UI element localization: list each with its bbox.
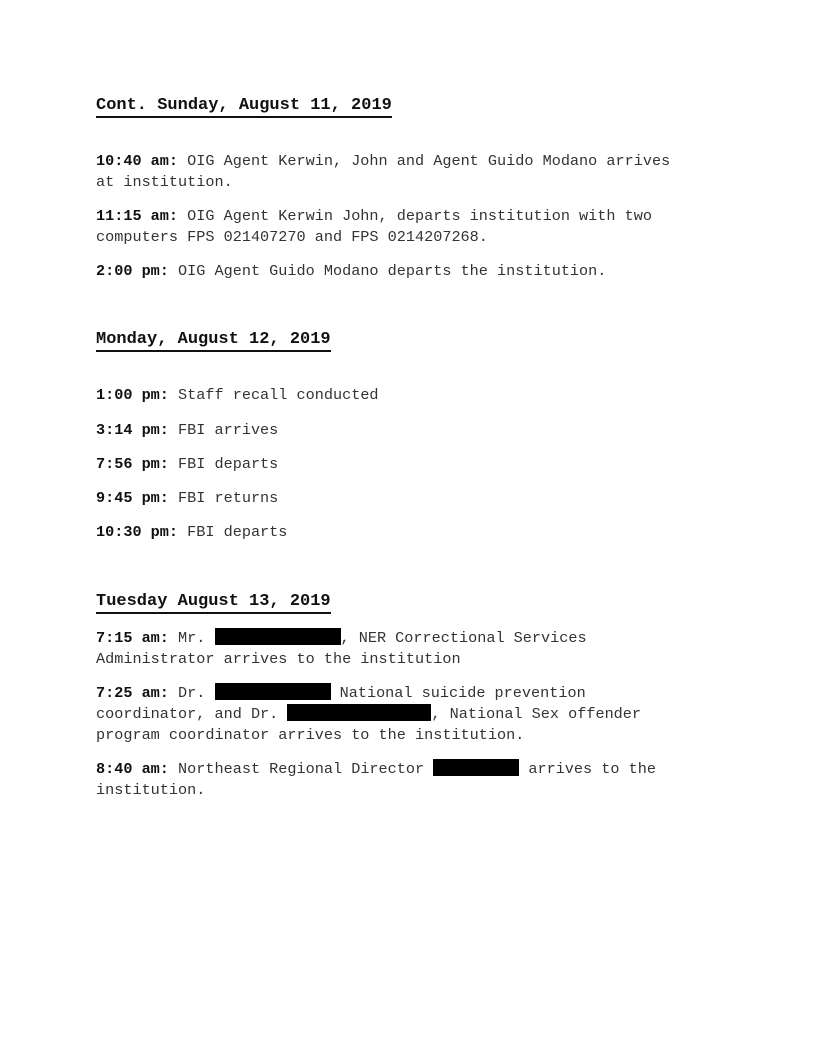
entry-text: FBI departs [168, 455, 279, 473]
entry-text: Staff recall conducted [168, 386, 379, 404]
entry-text: Northeast Regional Director [168, 760, 434, 778]
entry-time: 10:40 am: [96, 152, 179, 170]
log-entry [96, 385, 736, 406]
entry-time: 7:15 am: [96, 629, 169, 647]
log-entry [96, 683, 736, 746]
redaction-box [433, 759, 519, 776]
section-heading-tuesday: Tuesday August 13, 2019 [96, 592, 331, 614]
entry-text: Dr. [168, 684, 215, 702]
log-entry [96, 151, 736, 193]
log-entry [96, 488, 736, 509]
log-entry [96, 261, 736, 282]
entry-text: National suicide prevention [330, 684, 586, 702]
entry-time: 1:00 pm: [96, 386, 169, 404]
log-entry [96, 420, 736, 441]
entry-text: FBI arrives [168, 421, 279, 439]
entry-text-continued: computers FPS 021407270 and FPS 0214207268. [96, 228, 488, 246]
entry-time: 7:56 pm: [96, 455, 169, 473]
log-entry [96, 206, 736, 248]
entry-time: 8:40 am: [96, 760, 169, 778]
section-heading-monday: Monday, August 12, 2019 [96, 330, 331, 352]
redaction-box [215, 628, 341, 645]
redaction-box [287, 704, 431, 721]
entry-time: 10:30 pm: [96, 523, 179, 541]
entry-text: OIG Agent Kerwin John, departs institution with two [178, 207, 652, 225]
redaction-box [215, 683, 331, 700]
entry-text-continued: coordinator, and Dr. [96, 705, 288, 723]
entry-text-continued: program coordinator arrives to the institution. [96, 726, 525, 744]
entry-text: , NER Correctional Services [340, 629, 587, 647]
section-heading-sunday: Cont. Sunday, August 11, 2019 [96, 96, 392, 118]
entry-text: , National Sex offender [431, 705, 642, 723]
entry-text-continued: institution. [96, 781, 206, 799]
log-entry [96, 628, 736, 670]
entry-text: Mr. [168, 629, 215, 647]
entry-text-continued: at institution. [96, 173, 233, 191]
log-entry [96, 454, 736, 475]
entry-text: FBI returns [168, 489, 279, 507]
entry-text: OIG Agent Guido Modano departs the institution. [168, 262, 607, 280]
entry-time: 11:15 am: [96, 207, 179, 225]
entry-text-continued: Administrator arrives to the institution [96, 650, 461, 668]
entry-time: 7:25 am: [96, 684, 169, 702]
entry-text: arrives to the [519, 760, 656, 778]
entry-time: 9:45 pm: [96, 489, 169, 507]
log-entry [96, 759, 736, 801]
entry-time: 2:00 pm: [96, 262, 169, 280]
entry-text: FBI departs [178, 523, 288, 541]
entry-time: 3:14 pm: [96, 421, 169, 439]
log-entry [96, 522, 736, 543]
entry-text: OIG Agent Kerwin, John and Agent Guido Modano arrives [178, 152, 671, 170]
